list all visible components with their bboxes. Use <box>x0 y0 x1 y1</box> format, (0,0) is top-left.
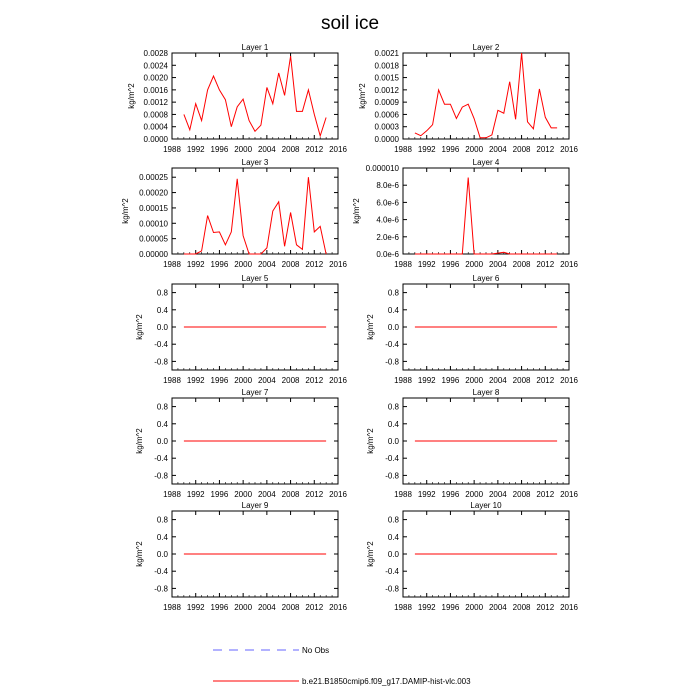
x-tick-label: 2016 <box>560 490 578 499</box>
y-axis-label: kg/m^2 <box>366 541 375 567</box>
panel-title: Layer 9 <box>241 501 269 510</box>
y-tick-label: 6.0e-6 <box>376 198 399 208</box>
x-tick-label: 1988 <box>394 490 412 499</box>
y-tick-label: 0.00005 <box>139 234 168 244</box>
x-tick-label: 1996 <box>441 145 460 154</box>
x-tick-label: 2008 <box>512 603 531 612</box>
x-tick-label: 2004 <box>488 376 507 385</box>
y-axis-label: kg/m^2 <box>135 314 144 340</box>
x-tick-label: 1988 <box>163 376 181 385</box>
panel-2 <box>358 43 578 154</box>
y-tick-label: 4.0e-6 <box>376 215 399 225</box>
y-tick-label: 0.8 <box>387 402 399 412</box>
x-tick-label: 2004 <box>257 376 276 385</box>
x-tick-label: 1996 <box>210 490 229 499</box>
x-tick-label: 2016 <box>329 260 347 269</box>
x-tick-label: 2000 <box>465 260 484 269</box>
y-tick-label: 0.8 <box>387 515 399 525</box>
x-tick-label: 2008 <box>281 260 300 269</box>
y-tick-label: 0.4 <box>387 305 399 315</box>
y-tick-label: -0.8 <box>385 357 399 367</box>
panel-title: Layer 2 <box>472 43 500 52</box>
x-tick-label: 2012 <box>305 260 324 269</box>
x-tick-label: 2008 <box>281 490 300 499</box>
y-tick-label: 0.8 <box>156 402 168 412</box>
x-tick-label: 1996 <box>210 260 229 269</box>
y-tick-label: -0.8 <box>154 471 168 481</box>
x-tick-label: 1988 <box>163 260 181 269</box>
x-tick-label: 1996 <box>441 376 460 385</box>
x-tick-label: 1996 <box>210 145 229 154</box>
x-tick-label: 2004 <box>257 603 276 612</box>
panel-9 <box>135 501 347 612</box>
y-tick-label: 0.4 <box>156 419 168 429</box>
x-tick-label: 1988 <box>394 603 412 612</box>
x-tick-label: 2000 <box>234 145 253 154</box>
panel-title: Layer 6 <box>472 274 500 283</box>
y-tick-label: 0.000010 <box>365 164 399 173</box>
y-tick-label: 0.0006 <box>374 110 399 120</box>
y-tick-label: 0.4 <box>387 419 399 429</box>
x-tick-label: 1996 <box>441 260 460 269</box>
x-tick-label: 2000 <box>234 260 253 269</box>
x-tick-label: 2016 <box>560 603 578 612</box>
x-tick-label: 2000 <box>465 603 484 612</box>
x-tick-label: 2008 <box>281 376 300 385</box>
x-tick-label: 1992 <box>186 490 205 499</box>
x-tick-label: 2008 <box>281 145 300 154</box>
y-tick-label: 0.0 <box>387 323 399 332</box>
y-axis-label: kg/m^2 <box>366 314 375 340</box>
x-tick-label: 1996 <box>210 376 229 385</box>
x-tick-label: 1992 <box>186 376 205 385</box>
x-tick-label: 2008 <box>512 145 531 154</box>
x-tick-label: 2008 <box>512 260 531 269</box>
model-series-line <box>184 56 326 136</box>
y-tick-label: 0.0 <box>156 550 168 559</box>
panel-3 <box>121 158 347 269</box>
x-tick-label: 2012 <box>536 145 555 154</box>
y-tick-label: -0.8 <box>385 471 399 481</box>
x-tick-label: 1992 <box>417 603 436 612</box>
x-tick-label: 2004 <box>488 145 507 154</box>
y-tick-label: 0.00000 <box>139 250 168 259</box>
x-tick-label: 2004 <box>257 260 276 269</box>
panel-8 <box>366 388 578 499</box>
x-tick-label: 1996 <box>210 603 229 612</box>
x-tick-label: 1992 <box>417 260 436 269</box>
x-tick-label: 2016 <box>329 145 347 154</box>
y-tick-label: -0.8 <box>154 584 168 594</box>
panel-title: Layer 8 <box>472 388 500 397</box>
y-tick-label: 0.0015 <box>374 73 399 83</box>
x-tick-label: 1992 <box>417 145 436 154</box>
y-tick-label: -0.4 <box>385 454 399 464</box>
x-tick-label: 1996 <box>441 490 460 499</box>
y-tick-label: 0.0020 <box>143 73 168 83</box>
legend-label: b.e21.B1850cmip6.f09_g17.DAMIP-hist-vlc.003 <box>302 677 471 686</box>
x-tick-label: 2016 <box>329 603 347 612</box>
x-tick-label: 2004 <box>257 145 276 154</box>
plot-frame <box>172 168 338 254</box>
y-tick-label: -0.4 <box>154 340 168 350</box>
x-tick-label: 1996 <box>441 603 460 612</box>
panel-7 <box>135 388 347 499</box>
y-tick-label: -0.4 <box>385 340 399 350</box>
y-tick-label: 0.4 <box>387 532 399 542</box>
x-tick-label: 2000 <box>234 376 253 385</box>
x-tick-label: 1992 <box>186 260 205 269</box>
y-tick-label: 0.0003 <box>374 122 399 132</box>
y-tick-label: 0.0 <box>387 437 399 446</box>
y-axis-label: kg/m^2 <box>135 541 144 567</box>
x-tick-label: 1992 <box>186 603 205 612</box>
y-tick-label: 0.0009 <box>374 98 399 108</box>
y-tick-label: -0.4 <box>154 567 168 577</box>
y-tick-label: 0.0024 <box>143 61 168 71</box>
y-tick-label: 0.0000 <box>374 135 399 144</box>
model-series-line <box>415 53 557 138</box>
y-tick-label: 0.0012 <box>374 85 399 95</box>
y-tick-label: -0.4 <box>154 454 168 464</box>
y-tick-label: -0.8 <box>154 357 168 367</box>
x-tick-label: 1988 <box>394 145 412 154</box>
model-series-line <box>184 177 326 254</box>
y-tick-label: 0.00025 <box>139 173 168 183</box>
x-tick-label: 2012 <box>536 376 555 385</box>
x-tick-label: 2004 <box>488 260 507 269</box>
x-tick-label: 2000 <box>465 490 484 499</box>
x-tick-label: 2016 <box>560 260 578 269</box>
legend <box>213 646 471 686</box>
x-tick-label: 2000 <box>465 376 484 385</box>
panel-10 <box>366 501 578 612</box>
x-tick-label: 2008 <box>281 603 300 612</box>
figure-title: soil ice <box>320 13 380 34</box>
panel-title: Layer 3 <box>241 158 269 167</box>
y-tick-label: 0.00020 <box>139 188 168 198</box>
y-tick-label: 0.8 <box>156 515 168 525</box>
plot-frame <box>172 53 338 139</box>
x-tick-label: 2012 <box>305 490 324 499</box>
y-axis-label: kg/m^2 <box>135 428 144 454</box>
x-tick-label: 1988 <box>394 376 412 385</box>
y-tick-label: 0.0 <box>156 437 168 446</box>
panel-title: Layer 5 <box>241 274 269 283</box>
x-tick-label: 2012 <box>305 145 324 154</box>
panel-title: Layer 1 <box>241 43 269 52</box>
x-tick-label: 2012 <box>305 376 324 385</box>
x-tick-label: 1988 <box>163 145 181 154</box>
plot-frame <box>403 53 569 139</box>
panel-1 <box>127 43 347 154</box>
x-tick-label: 2012 <box>305 603 324 612</box>
y-tick-label: 0.0021 <box>374 49 399 58</box>
y-tick-label: 0.8 <box>156 288 168 298</box>
y-tick-label: 0.8 <box>387 288 399 298</box>
y-tick-label: 0.0004 <box>143 122 168 132</box>
panel-4 <box>352 158 578 269</box>
x-tick-label: 2000 <box>465 145 484 154</box>
y-axis-label: kg/m^2 <box>121 198 130 224</box>
y-tick-label: 0.00010 <box>139 219 168 229</box>
panel-6 <box>366 274 578 385</box>
y-tick-label: 0.0028 <box>143 49 168 58</box>
x-tick-label: 1992 <box>417 376 436 385</box>
y-axis-label: kg/m^2 <box>127 83 136 109</box>
y-tick-label: 8.0e-6 <box>376 181 399 191</box>
y-tick-label: -0.8 <box>385 584 399 594</box>
x-tick-label: 2008 <box>512 376 531 385</box>
y-tick-label: 0.0 <box>387 550 399 559</box>
x-tick-label: 1988 <box>394 260 412 269</box>
y-tick-label: 0.0018 <box>374 61 399 71</box>
y-tick-label: 0.0e-6 <box>376 250 399 259</box>
panel-title: Layer 10 <box>470 501 502 510</box>
x-tick-label: 1988 <box>163 603 181 612</box>
x-tick-label: 1988 <box>163 490 181 499</box>
x-tick-label: 2012 <box>536 490 555 499</box>
model-series-line <box>415 178 557 255</box>
legend-label: No Obs <box>302 646 330 655</box>
y-tick-label: 0.4 <box>156 532 168 542</box>
y-tick-label: 0.00015 <box>139 203 168 213</box>
x-tick-label: 2004 <box>257 490 276 499</box>
x-tick-label: 2008 <box>512 490 531 499</box>
panel-title: Layer 4 <box>472 158 500 167</box>
x-tick-label: 1992 <box>186 145 205 154</box>
plot-frame <box>403 168 569 254</box>
x-tick-label: 2000 <box>234 490 253 499</box>
panel-5 <box>135 274 347 385</box>
y-tick-label: 0.0008 <box>143 110 168 120</box>
x-tick-label: 2016 <box>560 145 578 154</box>
y-tick-label: 0.0000 <box>143 135 168 144</box>
x-tick-label: 2016 <box>329 376 347 385</box>
y-tick-label: -0.4 <box>385 567 399 577</box>
x-tick-label: 2004 <box>488 603 507 612</box>
panel-title: Layer 7 <box>241 388 269 397</box>
y-tick-label: 0.4 <box>156 305 168 315</box>
x-tick-label: 2012 <box>536 603 555 612</box>
x-tick-label: 2000 <box>234 603 253 612</box>
x-tick-label: 2016 <box>329 490 347 499</box>
x-tick-label: 2004 <box>488 490 507 499</box>
y-tick-label: 2.0e-6 <box>376 232 399 242</box>
x-tick-label: 1992 <box>417 490 436 499</box>
y-tick-label: 0.0016 <box>143 85 168 95</box>
y-axis-label: kg/m^2 <box>358 83 367 109</box>
y-tick-label: 0.0 <box>156 323 168 332</box>
x-tick-label: 2012 <box>536 260 555 269</box>
y-axis-label: kg/m^2 <box>352 198 361 224</box>
y-tick-label: 0.0012 <box>143 98 168 108</box>
y-axis-label: kg/m^2 <box>366 428 375 454</box>
x-tick-label: 2016 <box>560 376 578 385</box>
